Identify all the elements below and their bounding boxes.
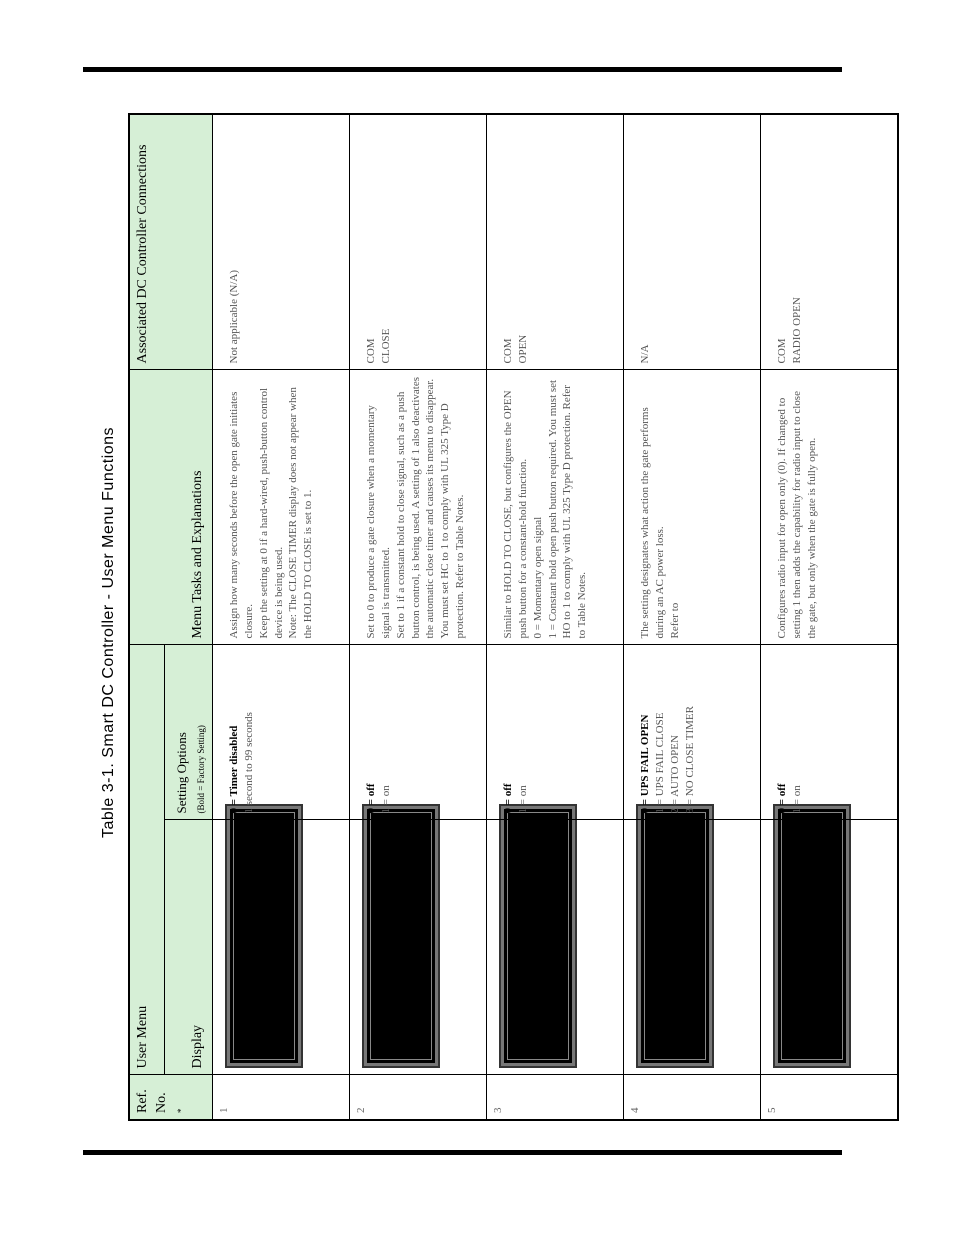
setting-option: 1 = UPS FAIL CLOSE: [653, 712, 666, 814]
task-line: You must set HC to 1 to comply with UL 325 Type D protection. Refer to Table Notes.: [439, 403, 467, 639]
connection-line: COM: [776, 338, 789, 364]
lcd-display-image: [225, 805, 303, 1069]
setting-option: 0 = Timer disabled: [228, 725, 241, 814]
setting-option: 1 = on: [379, 785, 392, 814]
row-setting-options: [213, 645, 350, 820]
task-line: Assign how many seconds before the open gate initiates closure.: [228, 391, 255, 639]
bottom-rule: [83, 1150, 842, 1155]
row-ref-number: 2: [350, 1075, 487, 1120]
header-ref-label: Ref. No.: [135, 1089, 169, 1113]
header-setting-options: [165, 645, 213, 820]
lcd-display-image: [636, 805, 714, 1069]
table-row: [487, 114, 624, 1120]
header-menu-tasks: [129, 370, 213, 645]
setting-option: 0 = off: [502, 783, 515, 814]
row-connections: [487, 114, 624, 370]
user-menu-table-wrap: [128, 115, 851, 1121]
connection-line: OPEN: [516, 334, 529, 364]
row-display-cell: [761, 820, 899, 1075]
row-menu-tasks: [761, 370, 899, 645]
row-setting-options: [487, 645, 624, 820]
task-line: 0 = Momentary open signal: [531, 516, 544, 639]
header-setting-options-label: Setting Options: [174, 732, 189, 814]
row-connections: [350, 114, 487, 370]
row-menu-tasks: [487, 370, 624, 645]
lcd-display-image: [499, 805, 577, 1069]
row-menu-tasks: [213, 370, 350, 645]
task-line: Set to 1 if a constant hold to close signal, such as a push button control, is being used. A setting of 1 also deactivates the automatic close timer and causes its menu to disappear.: [394, 376, 437, 639]
setting-option: 1 = on: [516, 785, 529, 814]
connection-line: CLOSE: [379, 328, 392, 364]
row-menu-tasks: [624, 370, 761, 645]
row-connections: [761, 114, 899, 370]
row-connections: [213, 114, 350, 370]
table-row: [761, 114, 899, 1120]
header-ref-mark: *: [175, 1108, 186, 1113]
task-line: Set to 0 to produce a gate closure when a momentary signal is transmitted.: [365, 405, 392, 639]
table-row: [213, 114, 350, 1120]
row-setting-options: [761, 645, 899, 820]
setting-option: 0 = off: [776, 783, 789, 814]
connection-line: RADIO OPEN: [790, 297, 803, 364]
table-row: [624, 114, 761, 1120]
lcd-display-image: [773, 805, 851, 1069]
table-row: [350, 114, 487, 1120]
task-line: Similar to HOLD TO CLOSE, but configures the OPEN push button for a constant-hold function.: [502, 390, 529, 639]
row-ref-number: 5: [761, 1075, 899, 1120]
task-line: Refer to: [668, 602, 681, 639]
lcd-display-image: [362, 805, 440, 1069]
connection-line: N/A: [639, 344, 652, 364]
row-setting-options: [350, 645, 487, 820]
setting-option: 1 = on: [790, 785, 803, 814]
setting-option: 2 = AUTO OPEN: [668, 735, 681, 814]
setting-option: 3 = NO CLOSE TIMER: [683, 706, 696, 814]
task-line: 1 = Constant hold open push button required. You must set HO to 1 to comply with UL 325 Type D protection. Refer to Table Notes.: [546, 379, 589, 639]
row-display-cell: [487, 820, 624, 1075]
task-line: Keep the setting at 0 if a hard-wired, push-button control device is being used.: [257, 387, 285, 639]
row-display-cell: [350, 820, 487, 1075]
setting-option: 0 = off: [365, 783, 378, 814]
header-menu-tasks-label: Menu Tasks and Explanations: [190, 470, 206, 639]
user-menu-table: [128, 113, 899, 1121]
header-user-menu-label: User Menu: [135, 1005, 150, 1069]
row-menu-tasks: [350, 370, 487, 645]
connection-line: COM: [502, 338, 515, 364]
row-ref-number: 1: [213, 1075, 350, 1120]
table-caption: Table 3-1. Smart DC Controller - User Menu Functions: [100, 426, 117, 838]
header-setting-sub: (Bold = Factory Setting): [195, 725, 206, 814]
header-display: [165, 820, 213, 1075]
header-user-menu: [129, 645, 165, 1075]
task-line: The setting designates what action the gate performs during an AC power loss.: [639, 407, 666, 639]
top-rule: [83, 67, 842, 72]
row-ref-number: 3: [487, 1075, 624, 1120]
row-display-cell: [213, 820, 350, 1075]
connection-line: COM: [365, 338, 378, 364]
row-connections: [624, 114, 761, 370]
task-line: Configures radio input for open only (0). If changed to setting 1 then adds the capability for radio input to close the gate, but only when the gate is fully open.: [776, 391, 818, 639]
task-line: Note: The CLOSE TIMER display does not appear when the HOLD TO CLOSE is set to 1.: [287, 387, 315, 639]
setting-option: 1 second to 99 seconds: [242, 712, 255, 814]
connection-line: Not applicable (N/A): [228, 270, 241, 364]
setting-option: 0 = UPS FAIL OPEN: [639, 714, 652, 814]
header-associated-label: Associated DC Controller Connections: [135, 144, 150, 364]
row-display-cell: [624, 820, 761, 1075]
row-setting-options: [624, 645, 761, 820]
header-associated: [129, 114, 213, 370]
row-ref-number: 4: [624, 1075, 761, 1120]
header-display-label: Display: [190, 1024, 206, 1069]
header-ref: [129, 1075, 213, 1120]
